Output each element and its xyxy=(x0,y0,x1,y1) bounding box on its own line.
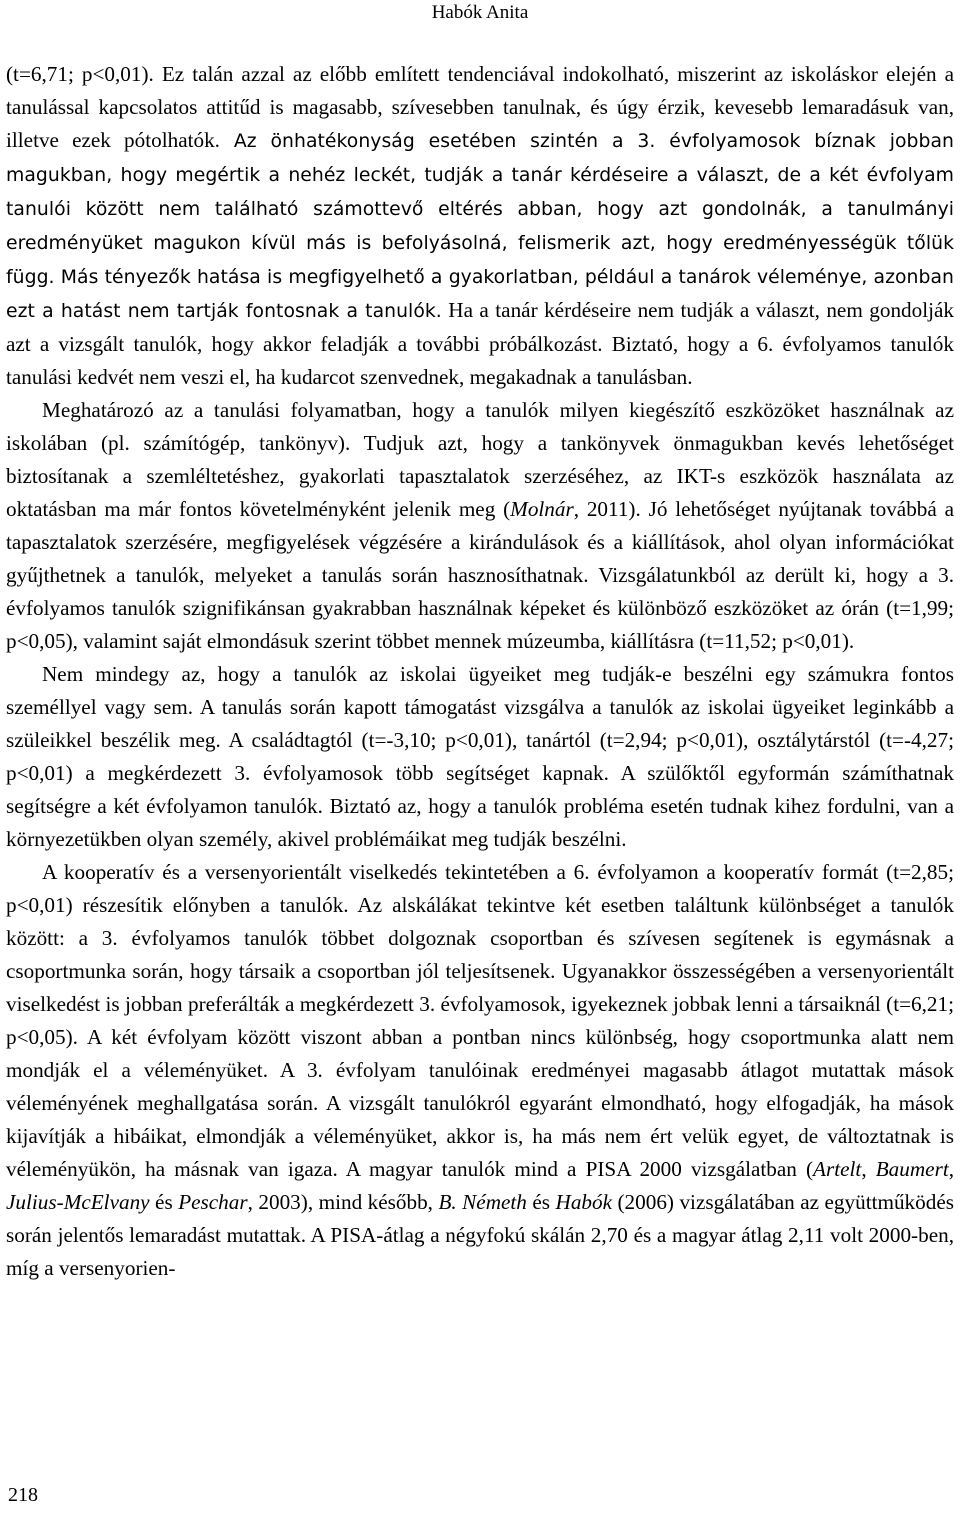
citation-julius: Julius xyxy=(6,1190,57,1214)
body-text xyxy=(6,58,954,1285)
running-head: Habók Anita xyxy=(431,2,529,23)
citation-separator: és xyxy=(526,1190,556,1214)
citation-separator: , xyxy=(948,1157,954,1181)
paragraph-1-part-1: (t=6,71; p<0,01). Ez talán azzal az előbb említett tendenciával indokolható, miszerint az iskoláskor elején a tanulással kapcsolatos attitűd is magasabb, szívesebben tanulnak, és úgy érzik, kevesebb lemaradásuk van, illetve ezek pótolhatók. xyxy=(6,62,954,152)
paragraph-1 xyxy=(6,58,954,394)
paragraph-3-part-1: Nem mindegy az, hogy a tanulók az iskolai ügyeiket meg tudják-e beszélni egy számukra fontos személlyel vagy sem. A tanulás során kapott támogatást vizsgálva a tanulók az iskolai ügyeiket leginkább a szüleikkel beszélik meg. A családtagtól (t=-3,10; p<0,01), tanártól (t=2,94; p<0,01), osztálytárstól (t=-4,27; p<0,01) a megkérdezett 3. évfolyamosok több segítséget kapnak. A szülőktől egyformán számíthatnak segítségre a két évfolyamon tanulók. Biztató az, hogy a tanulók probléma esetén tudnak kihez fordulni, van a környezetükben olyan személy, akivel problémáikat meg tudják beszélni. xyxy=(6,662,954,851)
paragraph-1-part-2: Az önhatékonyság esetében szintén a 3. évfolyamosok bíznak jobban magukban, hogy megértik a nehéz leckét, tudják a tanár kérdéseire a választ, de a két évfolyam tanulói között nem található számottevő eltérés abban, hogy azt gondolnák, a tanulmányi eredményüket magukon kívül más is befolyásolná, felismerik azt, hogy eredményességük tőlük függ. Más tényezők hatása is megfigyelhető a gyakorlatban, például a tanárok véleménye, azonban ezt a hatást nem tartják fontosnak a tanulók. xyxy=(6,131,954,322)
citation-artelt: Artelt xyxy=(813,1157,862,1181)
citation-mcelvany: McElvany xyxy=(63,1190,150,1214)
citation-separator: - xyxy=(56,1190,64,1214)
citation-habok: Habók xyxy=(555,1190,613,1214)
paragraph-2 xyxy=(6,394,954,658)
page-number: 218 xyxy=(8,1484,38,1506)
paragraph-4-part-2: , 2003), mind később, xyxy=(247,1190,439,1214)
citation-b-nemeth: B. Németh xyxy=(438,1190,527,1214)
citation-separator: és xyxy=(149,1190,179,1214)
citation-baumert: Baumert xyxy=(875,1157,949,1181)
paragraph-4-part-3: (2006) vizsgálatában az együttműködés során jelentős lemaradást mutattak. A PISA-átlag a négyfokú skálán 2,70 és a magyar átlag 2,11 volt 2000-ben, míg a versenyorien- xyxy=(6,1190,954,1280)
paragraph-1-part-3: Ha a tanár kérdéseire nem tudják a választ, nem gondolják azt a vizsgált tanulók, hogy akkor feladják a további próbálkozást. Biztató, hogy a 6. évfolyamos tanulók tanulási kedvét nem veszi el, ha kudarcot szenvednek, megakadnak a tanulásban. xyxy=(6,298,954,389)
paragraph-4-part-1: A kooperatív és a versenyorientált viselkedés tekintetében a 6. évfolyamon a kooperatív formát (t=2,85; p<0,01) részesítik előnyben a tanulók. Az alskálákat tekintve két esetben találtunk különbséget a tanulók között: a 3. évfolyamos tanulók többet dolgoznak csoportban és szívesen segítenek is egymásnak a csoportmunka során, hogy társaik a csoportban jól teljesítsenek. Ugyanakkor összességében a versenyorientált viselkedést is jobban preferálták a megkérdezett 3. évfolyamosok, igyekeznek jobbak lenni a társaiknál (t=6,21; p<0,05). A két évfolyam között viszont abban a pontban nincs különbség, hogy csoportmunka alatt nem mondják el a véleményüket. A 3. évfolyam tanulóinak eredményei magasabb átlagot mutattak mások véleményének meghallgatása során. A vizsgált tanulókról egyaránt elmondható, hogy elfogadják, ha mások kijavítják a hibáikat, elmondják a véleményüket, akkor is, ha más nem ért velük egyet, de változtatnak is véleményükön, ha másnak van igaza. A magyar tanulók mind a PISA 2000 vizsgálatban ( xyxy=(6,860,954,1181)
paragraph-3 xyxy=(6,658,954,856)
paragraph-4 xyxy=(6,856,954,1285)
paragraph-2-part-1: Meghatározó az a tanulási folyamatban, hogy a tanulók milyen kiegészítő eszközöket használnak az iskolában (pl. számítógép, tankönyv). Tudjuk azt, hogy a tankönyvek önmagukban kevés lehetőséget biztosítanak a szemléltetéshez, gyakorlati tapasztalatok szerzéséhez, az IKT-s eszközök használata az oktatásban ma már fontos követelményként jelenik meg ( xyxy=(6,398,954,521)
paragraph-2-part-2: , 2011). Jó lehetőséget nyújtanak továbbá a tapasztalatok szerzésére, megfigyelések végzésére a kirándulások és a kiállítások, ahol olyan információkat gyűjthetnek a tanulók, melyeket a tanulás során hasznosíthatnak. Vizsgálatunkból az derült ki, hogy a 3. évfolyamos tanulók szignifikánsan gyakrabban használnak képeket és különböző eszközöket az órán (t=1,99; p<0,05), valamint saját elmondásuk szerint többet mennek múzeumba, kiállításra (t=11,52; p<0,01). xyxy=(6,497,954,653)
citation-separator: , xyxy=(861,1157,876,1181)
citation-peschar: Peschar xyxy=(178,1190,248,1214)
citation-molnar: Molnár xyxy=(510,497,574,521)
